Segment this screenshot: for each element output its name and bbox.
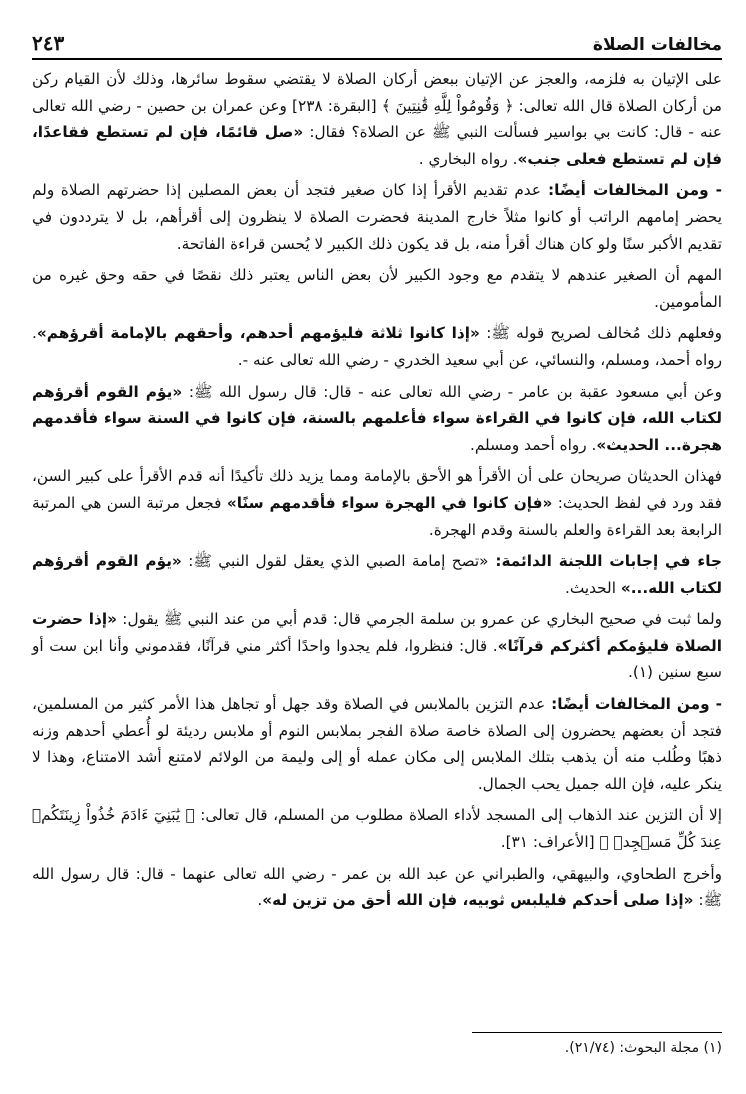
text-segment: . (257, 891, 263, 910)
text-segment: وأخرج الطحاوي، والبيهقي، والطبراني عن عبد الله بن عمر - رضي الله تعالى عنهما - قال: قال رسول الله ﷺ: (32, 864, 722, 910)
paragraph (32, 548, 722, 601)
text-segment: . رواه أحمد ومسلم. (469, 435, 597, 454)
text-segment: وفعلهم ذلك مُخالف لصريح قوله ﷺ: (479, 324, 722, 343)
bold-text-segment: «إذا كانوا ثلاثة فليؤمهم أحدهم، وأحقهم بالإمامة أقرؤهم» (36, 324, 480, 343)
bold-text-segment: «يؤم القوم أقرؤهم لكتاب الله...» (32, 552, 722, 597)
page-header (32, 26, 722, 60)
text-segment: ولما ثبت في صحيح البخاري عن عمرو بن سلمة الجرمي قال: قدم أبي من عند النبي ﷺ يقول: (116, 610, 722, 629)
running-title: مخالفات الصلاة (592, 35, 722, 55)
paragraph (32, 379, 722, 459)
bold-text-segment: «فإن كانوا في الهجرة سواء فأقدمهم سنًا» (226, 493, 553, 512)
text-segment: . قال: فنظروا، فلم يجدوا واحدًا أكثر مني قرآنًا، فقدموني وأنا ابن ست أو سبع سنين (32, 636, 722, 682)
paragraph (32, 691, 722, 797)
footnote: (١) مجلة البحوث: (٢١/٧٤). (564, 1040, 722, 1056)
bold-text-segment: - ومن المخالفات أيضًا: (540, 181, 722, 200)
body-text (32, 66, 722, 919)
bold-text-segment: جاء في إجابات اللجنة الدائمة: (488, 552, 722, 571)
text-segment: فجعل مرتبة السن هي المرتبة الرابعة بعد القراءة والعلم بالسنة وقدم الهجرة. (32, 493, 722, 539)
text-segment: . رواه البخاري . (418, 149, 518, 168)
bold-text-segment: «إذا حضرت الصلاة فليؤمكم أكثركم قرآنًا» (32, 610, 722, 655)
text-segment: وعن أبي مسعود عقبة بن عامر - رضي الله تعالى عنه - قال: قال رسول الله ﷺ: (182, 382, 723, 401)
text-segment: . (627, 663, 633, 682)
paragraph (32, 606, 722, 686)
paragraph (32, 177, 722, 257)
text-segment: «تصح إمامة الصبي الذي يعقل لقول النبي ﷺ: (181, 552, 489, 571)
text-segment: إلا أن التزين عند الذهاب إلى المسجد لأداء الصلاة مطلوب من المسلم، قال تعالى: ﴿ يَٰبَنِيٓ ءَادَمَ خُذُواْ زِينَتَكُمۡ عِندَ كُلِّ مَسۡجِدٖ ﴾ [الأعراف: ٣١]. (32, 806, 722, 852)
paragraph (32, 802, 722, 855)
bold-text-segment: «يؤم القوم أقرؤهم لكتاب الله، فإن كانوا في القراءة سواء فأعلمهم بالسنة، فإن كانوا في السنة سواء فأقدمهم هجرة... الحديث» (32, 382, 722, 454)
bold-text-segment: «صل قائمًا، فإن لم تستطع فقاعدًا، فإن لم تستطع فعلى جنب» (32, 123, 722, 168)
page-number: ٢٤٣ (32, 31, 65, 55)
text-segment: عدم التزين بالملابس في الصلاة وقد جهل أو تجاهل هذا الأمر كثير من المسلمين، فتجد أن بعضهم يحضرون إلى الصلاة خاصة صلاة الفجر بملابس النوم أو ملابس رديئة لو أُعطي أحدهم وزنه ذهبًا وطُلب منه أن يذهب بتلك الملابس إلى مكان عمله أو إلى وليمة من الولائم لامتنع أشد الامتناع، وهذا لا ينكر عليه، فإن الله جميل يحب الجمال. (32, 695, 722, 793)
text-segment: المهم أن الصغير عندهم لا يتقدم مع وجود الكبير لأن بعض الناس يعتبر ذلك نقصًا في حقه وحق غيره من المأمومين. (32, 266, 722, 311)
paragraph (32, 861, 722, 914)
paragraph (32, 262, 722, 315)
paragraph (32, 320, 722, 373)
text-segment: فهذان الحديثان صريحان على أن الأقرأ هو الأحق بالإمامة ومما يزيد ذلك تأكيدًا أنه قدم الأقرأ على كبير السن، فقد ورد في لفظ الحديث: (32, 467, 722, 512)
paragraph (32, 66, 722, 172)
text-segment: الحديث. (565, 578, 621, 597)
paragraph (32, 463, 722, 543)
footnote-divider (472, 1032, 722, 1033)
text-segment: على الإتيان به فلزمه، والعجز عن الإتيان ببعض أركان الصلاة لا يقتضي سقوط سائرها، وذلك لأن القيام ركن من أركان الصلاة قال الله تعالى: ﴿ وَقُومُواْ لِلَّهِ قَٰنِتِينَ ﴾ [البقرة: ٢٣٨] وعن عمران بن حصين - رضي الله تعالى عنه - قال: كانت بي بواسير فسألت النبي ﷺ عن الصلاة؟ فقال: (32, 70, 723, 142)
text-segment: (١) (632, 663, 653, 682)
bold-text-segment: - ومن المخالفات أيضًا: (545, 695, 722, 714)
text-segment: عدم تقديم الأقرأ إذا كان صغير فتجد أن بعض المصلين إذا حضرتهم الصلاة ولم يحضر إمامهم الراتب أو كانوا مثلاً خارج المدينة فحضرت الصلاة لا ينظرون إلى أقرأهم، بل لا يترددون في تقديم الأكبر سنًا ولو كان هناك أقرأ منه، بل قد يكون ذلك الكبير لا يُحسن قراءة الفاتحة. (32, 181, 722, 253)
text-segment: . رواه أحمد، ومسلم، والنسائي، عن أبي سعيد الخدري - رضي الله تعالى عنه -. (32, 324, 722, 369)
bold-text-segment: «إذا صلى أحدكم فليلبس ثوبيه، فإن الله أحق من تزين له» (262, 891, 694, 910)
